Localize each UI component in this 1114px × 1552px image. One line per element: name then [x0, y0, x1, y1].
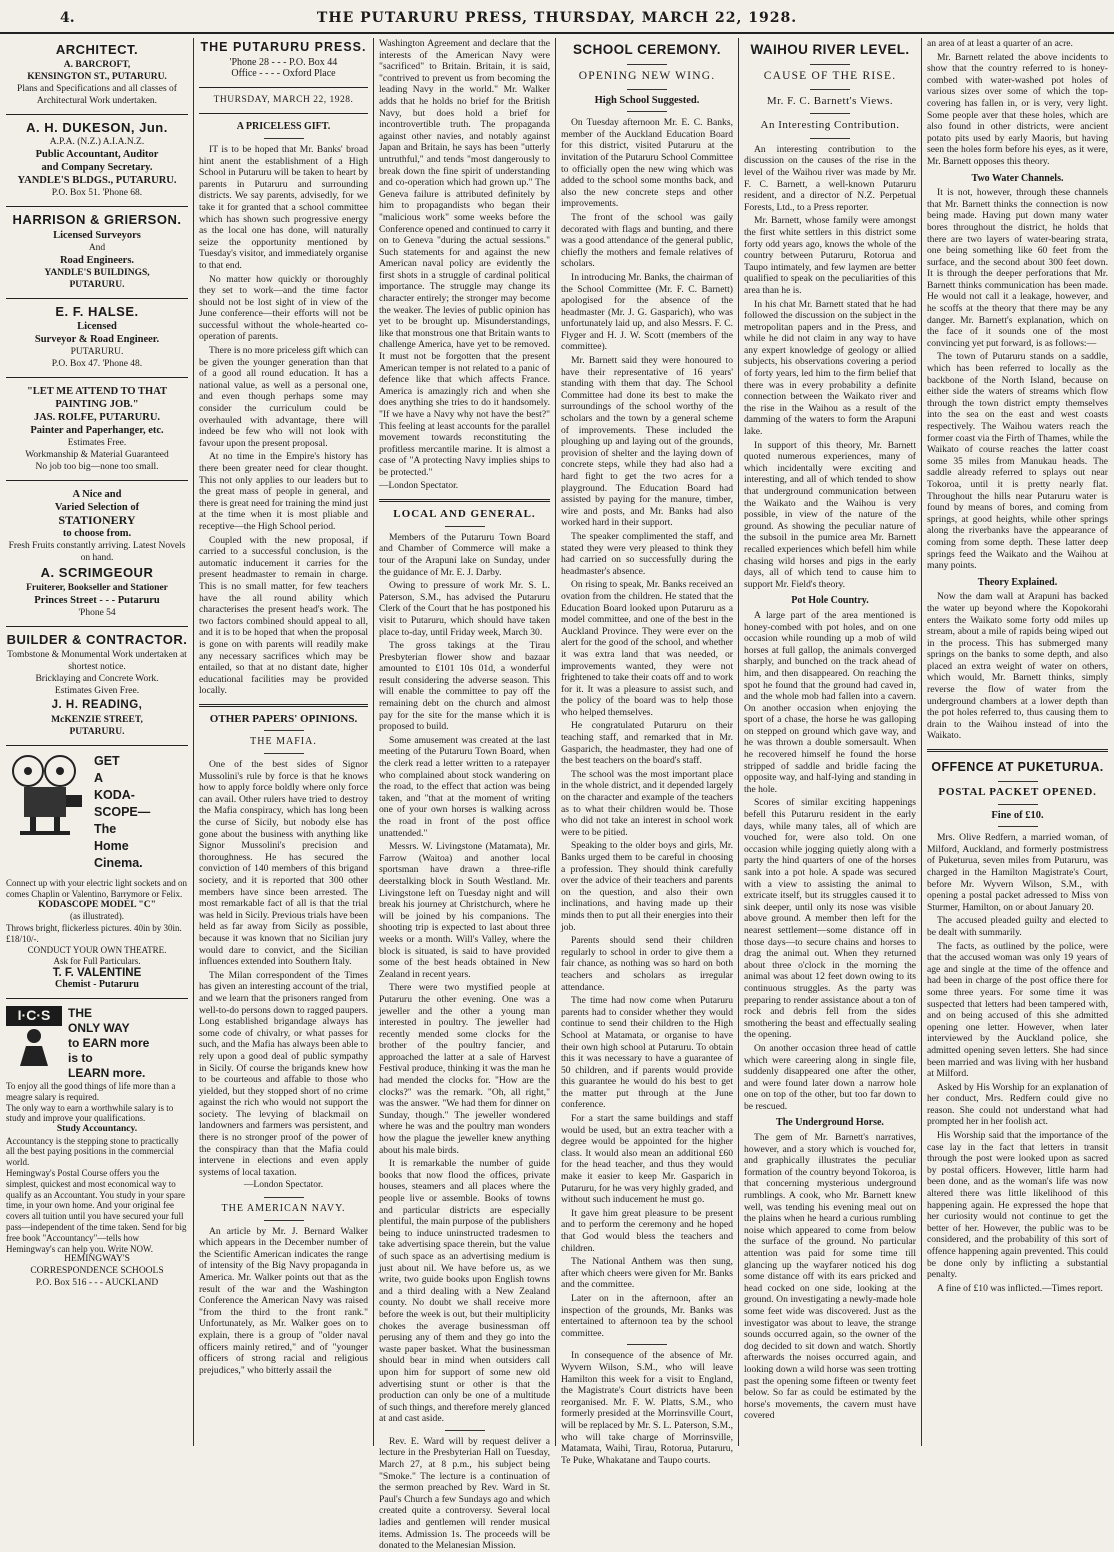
article-headline: OFFENCE AT PUKETURUA. [931, 760, 1104, 775]
dukeson-ad: A. H. DUKESON, Jun. A.P.A. (N.Z.) A.I.A.N.Z. Public Accountant, Auditor and Company Secretary. YANDLE'S BLDGS., PUTARURU. P.O. Box 51. 'Phone 68. [17, 119, 177, 199]
column-school-ceremony: SCHOOL CEREMONY. OPENING NEW WING. High School Suggested. On Tuesday afternoon Mr. E. C. Banks, member of the Auckland Education Board for this district, visited Putaruru at the invitation of the Putaruru School Committee to officially open the new wing which was added to the school some months back, and also the new concrete steps and other improvements. The front of the school was gaily decorated with flags and bunting, and there was a good attendance of the general public, chiefly the mothers and female relatives of scholars. In introducing Mr. Banks, the chairman of the School Committee (Mr. F. C. Barnett) apologised for the absence of the headmaster (Mr. J. G. Gasparich), who was unfortunately laid up, and also Messrs. F. C. Flyger and H. J. W. Scott (members of the committee). Mr. Barnett said they were honoured to have their representative of 16 years' standing with them that day. The School Committee had done its best to make the surroundings of the school worthy of the scholars and the town by a general scheme of improvements. These included the ploughing up and laying out of the grounds, provision of shelter and the laying down of concrete steps, while they had also had a hard fight to get the two acres for a playground. The Education Board had assisted by paying for the manure, timber, wire and posts, and Mr. Banks had also worked hard in their support. The speaker complimented the staff, and stated they were very pleased to think they had carried on so successfully during the headmaster's absence. On rising to speak, Mr. Banks received an ovation from the children. He stated that the Education Board looked upon Putaruru as a model committee, and one of the best in the Auckland Province. They were ever on the alert for the good of the school, and whether it was extra land that was needed, or improvements wanted, they were not frightened to take their coats off and to work for it. It was a pleasure to assist such, and the policy of the board was to help those who helped themselves. He congratulated Putaruru on their teaching staff, and remarked that in Mr. Gasparich, the headmaster, they had one of the best teachers on the board's staff. The school was the most important place in the whole district, and it depended largely on the character and example of the teachers as to what their children would be. Those who did not take an interest in school work were to be pitied. Speaking to the older boys and girls, Mr. Banks urged them to be careful in choosing a profession. They should think carefully over the advice of their teachers and parents on the question, and also their own inclinations, and having made up their minds then to put all their energies into their job. Parents should send their children regularly to school in order to give them a fair chance, as nothing was so hard on both teachers and scholars as irregular attendance. The time had now come when Putaruru parents had to consider whether they would continue to send their children to the High School at Matamata, or organise to have their own high school at Putaruru. To obtain this it was necessary to have a guarantee of 50 children, and if parents would provide this guarantee he would do his best to get the matter put through at the June conference. For a start the same buildings and staff would be used, but an extra teacher with a degree would be appointed for the higher class. It would also mean an additional £60 for the head teacher, and thus they would make it easier to keep Mr. Gasparich in Putaruru, for he was very highly graded, and without such inducement he must go. It gave him great pleasure to be present and to perform the ceremony and he hoped that God would bless the teachers and children. The National Anthem was then sung, after which cheers were given for Mr. Banks and the committee. Later on in the afternoon, after an inspection of the grounds, Mr. Banks was entertained to afternoon tea by the school committee. In consequence of the absence of Mr. Wyvern Wilson, S.M., who will leave Hamilton this week for a visit to England, the Magistrate's Court districts have been reorganised. Mr. F. W. Platts, S.M., who formerly presided at the Morrinsville Court, will be replaced by Mr. S. L. Paterson, S.M., who will take charge of Morrinsville, Matamata, Waihi, Tirau, Rotorua, Putaruru, Te Puke, Whakatane and Taupo courts. [561, 42, 733, 1466]
column-advertisements [6, 38, 188, 1448]
ad-heading: ARCHITECT. [55, 42, 139, 57]
newspaper-title: THE PUTARURU PRESS, THURSDAY, MARCH 22, 1928. [316, 10, 798, 26]
article-headline: WAIHOU RIVER LEVEL. [750, 42, 910, 57]
rolfe-ad: "LET ME ATTEND TO THAT PAINTING JOB." JAS. ROLFE, PUTARURU. Painter and Paperhanger, etc. Estimates Free. Workmanship & Material Guaranteed No job too big—none too small. [25, 386, 169, 473]
column-rule [193, 38, 194, 1446]
ics-logo: I·C·S [6, 1006, 62, 1070]
architect-ad: ARCHITECT. A. BARCROFT, KENSINGTON ST., PUTARURU. Plans and Specifications and all classes of Architectural Work undertaken. [6, 44, 188, 107]
paper-title: THE PUTARURU PRESS. [200, 40, 367, 54]
column-offence: an area of at least a quarter of an acre. Mr. Barnett related the above incidents to show that the country referred to is honey-combed with water-washed pot holes of various sizes over some of which the top-covering has fallen in, or is very, very light. Some people aver that these holes, which are also found in other districts, were ancient potato pits used by early Maoris, but having seen the holes form before his eyes, as it were, Mr. Barnett opposes this theory. Two Water Channels. It is not, however, through these channels that Mr. Barnett thinks the connection is now being made. Having put down many water bores throughout the district, he holds that there are two layers of water-bearing strata, one being something like 60 feet from the surface, and the second about 300 feet down. It is through the deeper perforations that Mr. Barnett thinks communication has been made. He would not call it a leakage, however, and he scoffs at the theory that there may be any danger. Mr. Barnett's explanation, which on the face of it sounds one of the most convincing yet put forward, is as follows:— The town of Putaruru stands on a saddle, which has been referred to locally as the backbone of the North Island, because on either side the waters of streams which flow through the town district empty themselves into the sea on the east and west coasts respectively. The Waihou waters reach the former coast via the Firth of Thames, while the Waikato of course reaches the latter coast some 35 miles from Manukau heads. The saddle already referred to splays out near Tokoroa, until it is pretty nearly flat. Throughout the hills near Putaruru water is found by means of bores, and coming from springs, at good heights, while other springs along the riverbanks have the appearance of coming from some depth. These latter deep springs feed the Waikato and the Waihou at many points. Theory Explained. Now the dam wall at Arapuni has backed the water up beyond where the Kopokorahi enters the Waikato some forty odd miles up stream, about a mile of rapids being wiped out in the process. This has submerged many springs on the banks to some depth, and also placed an extra weight of water on others, which would, Mr. Barnett thinks, simply reverse the flow of water from the underground chambers at a lower depth than the pot holes referred to, thus causing them to drain to the Waihou instead of into the Waikato. OFFENCE AT PUKETURUA. POSTAL PACKET OPENED. Fine of £10. Mrs. Olive Redfern, a married woman, of Milford, Auckland, and formerly postmistress of Puketurua, seven miles from Putaruru, was charged in the Hamilton Magistrate's Court, before Mr. Wyvern Wilson, S.M., with opening a postal packet adressed to Miss von Sturmer, Hamilton, on or about January 20. The accused pleaded guilty and elected to be dealt with summarily. The facts, as outlined by the police, were that the accused woman was only 19 years of age and single at the time of the offence and had been in charge of the post office there for some three years. For some time it was suspected that letters had been tampered with, and on being accused of this she admitted opening one letter. However, when later interviewed by the Auckland police, she admitted opening seven letters. She had since been married and was living with her husband at Milford. Asked by His Worship for an explanation of her conduct, Mrs. Redfern could give no reason. She could not understand what had prompted her in her foolish act. His Worship said that the importance of the case lay in the fact that letters in transit through the post were looked upon as sacred by postal officers. However, little harm had been done, and as the woman's life was now altered there was little likelihood of this happening again. He expressed the hope that her curiosity would not continue to get the better of her. However, the public was to be considered, and the probability of this sort of offence happening again prevented. This could be done only by inflicting a substantial penalty. A fine of £10 was inflicted.—Times report. [927, 38, 1108, 1294]
column-local-general: Washington Agreement and declare that the interests of the American Navy were "sacrificed" to Britain. Britain, it is said, "contrived to prevent us from becoming the leading Navy in the world." Mr. Walker adds that he holds no brief for the British Navy, but does hold a brief for incontrovertible truth. The propaganda against other navies, and notably against Japan and Britain, he says has been "utterly untruthful," and tends "most dangerously to break down the fine spirit of understanding and co-operation which had grown up." The Geneva failure is attributed definitely by him to propagandists who began their "malicious work" some weeks before the Conference opened and continued to carry it on to Geneva "during the actual sessions." Such statements for and against the new American naval policy are evidently the first shots in a struggle of cardinal political importance. The struggle may change its character entirely; the stronger may become the weaker. The levies of public opinion has yet to be brought up. Misunderstandings, like that monstrous one that Britain wants to challenge America, have yet to be removed. It must not be forgotten that the present American temper is not related to a panic of defence like that which affects France. America is amazingly rich and when she does anything she tries to do it handsomely. "If we have a Navy why not have the best?" This feeling at least accounts for the parallel movement towards reconstituting the profitless mercantile marine. It is almost a case of "A protecting Navy implies ships to be protected." —London Spectator. LOCAL AND GENERAL. Members of the Putaruru Town Board and Chamber of Commerce will make a tour of the Arapuni lake on Sunday, under the guidance of Mr. E. J. Darby. Owing to pressure of work Mr. S. L. Paterson, S.M., has advised the Putaruru Clerk of the Court that he has postponed his visit to Putaruru, which should have taken place to-day, until Friday week, March 30. The gross takings at the Tirau Presbyterian flower show and bazaar amounted to £101 10s 01d, a wonderful result considering the adverse season. This will enable the committee to pay off the remaining debt on the church and almost pay for the site for the manse which it is proposed to build. Some amusement was created at the last meeting of the Putaruru Town Board, when the clerk read a letter written to a ratepayer who complained about stock wandering on the road, to the effect that action was being taken, and "that at the moment of writing one of your own horses is walking across the road in front of the post office unattended." Messrs. W. Livingstone (Matamata), Mr. Farrow (Waitoa) and another local sportsman have drawn a three-rifle deerstalking block in South Westland. Mr. Livingstone left on Tuesday night and will break his journey at Christchurch, where he will be joined by his companions. The shooting trip is expected to last about three weeks or a month. Will's Valley, where the block is situated, is said to have provided some of the best heads obtained in New Zealand in recent years. There were two mystified people at Putaruru the other evening. One was a jeweller and the other a young man interested in poultry. The jeweller had recently mended some clocks for the brother of the poultry fancier, and approached the latter at a sale of Harvest Festival produce, thinking it was the man he had mended the clocks for. "How are the clocks?" was the remark. "Oh, all right," was the answer. "We had them for dinner on Sunday, though." The jeweller wondered where he was and the poultry man wonders how the plague the jeweller knew anything about his male birds. It is remarkable the number of guide books that now flood the offices, private houses, steamers and all places where the people live or assemble. Books of towns and particular districts are especially plentiful, the main purpose of the publishers being to induce uninstructed tradesmen to take advertising space therein, but the value of such space as an advertising medium is just about nil. We have before us, as we write, two guide books upon English towns and a third dealing with a New Zealand county. No doubt we shall receive more before the week is out, but their multiplicity chokes the average businessman off perusing any of them and they go into the waste paper basket. What the businessman should bear in mind when outsiders call upon him for support of some new old advertising stunt or other is that the production can only be one of a multitude of such things, and therefore merely glanced at and cast aside. Rev. E. Ward will by request deliver a lecture in the Presbyterian Hall on Tuesday, March 27, at 8 p.m., his subject being "Smoke." The lecture is a continuation of the sermon preached by Rev. Ward in St. Paul's Church a few Sundays ago and which created quite a controversy. Several local ladies and gentlemen will render musical items. Admission 1s. The proceeds will be donated to the Melanesian Mission. [379, 38, 550, 1552]
builder-ad: BUILDER & CONTRACTOR. Tombstone & Monumental Work undertaken at shortest notice. Bricklaying and Concrete Work. Estimates Given Free. J. H. READING, McKENZIE STREET, PUTARURU. [6, 631, 188, 738]
column-editorial: THE PUTARURU PRESS. 'Phone 28 - - - P.O. Box 44 Office - - - - Oxford Place THURSDAY, MARCH 22, 1928. A PRICELESS GIFT. IT is to be hoped that Mr. Banks' broad hint anent the establishment of a High School in Putaruru will be taken to heart by parents in Putaruru and surrounding districts. We say parents, advisedly, for we take it for granted that a school committee which has shown such progressive energy as the local one has done, will naturally seize the opportunity mentioned by Tuesday's visitor, and immediately organise to that end. No matter how quickly or thoroughly they set to work—and the time factor should not be lost sight of in view of the June conference—their efforts will not be successful without the whole-hearted co-operation of parents. There is no more priceless gift which can be given the younger generation than that of a good all round education. It has a national value, as well as a personal one, and even though perhaps some may consider the curriculum could be overhauled with advantage, there will indeed be few who will not look with favour upon the present proposal. At no time in the Empire's history has there been greater need for clear thought. This not only applies to our leaders but to the great mass of people in general, and there is great need for training the mind just at the time when it is most pliable and receptive—the High School period. Coupled with the new proposal, if carried to a successful conclusion, is the automatic inducement it carries for the present headmaster to remain in charge. This is no small matter, for few teachers have the all round ability which characterises the present head's work. The two factors combined should appeal to all, and it is to be hoped that when the proposal is gone on with parents will readily make any necessary sacrifices which may be entailed, so that at no distant date, higher educational facilities may be provided locally. OTHER PAPERS' OPINIONS. THE MAFIA. One of the best sides of Signor Mussolini's rule by force is that he knows how to apply force boldly where only force can avail. Other rulers have tried to destroy the Mafia conspiracy, which has long been the curse of Sicily, but nobody else has gone about the business with anything like Signor Mussolini's precision and thoroughness. He has secured the conviction of 140 members of this brigand society, and it is reported that 300 other members have since been arrested. The most remarkable fact of all is that the trial was held in Sicily. Previous trials have been held as far away from Sicily as possible, because it was known that no Sicilian jury would dare to convict, and the Sicilian influences extended into Southern Italy. The Milan correspondent of the Times has given an interesting account of the trial, and we learn that the prisoners ranged from well-to-do persons down to ragged paupers. Long established brigandage always has some code of chivalry, or what passes for such, and the Mafia has always been able to rely upon a good deal of public sympathy in Sicily. Of course the brigands knew how to be courteous and affable to those who yielded, but they stopped short of no crime against the rich who would not support the society. The levying of blackmail on landowners and farmers was persistent, and there is no stronger proof of the power of the conspiracy than that the Mafia could intervene in elections and even apply systems of local taxation. —London Spectator. THE AMERICAN NAVY. An article by Mr. J. Bernard Walker which appears in the December number of the Scientific American indicates the range of intensity of the Big Navy propaganda in America. Mr. Walker points out that as the result of the war and the Washington Conference the American Navy was raised "from the third to the front rank." Unfortunately, as Mr. Walker goes on to explain, there is a group of "older naval officers mainly retired," and of "younger officers of strong racial and religious prejudices," who bitterly assail the [199, 40, 368, 1376]
column-waihou-river: WAIHOU RIVER LEVEL. CAUSE OF THE RISE. Mr. F. C. Barnett's Views. An Interesting Contribution. An interesting contribution to the discussion on the causes of the rise in the level of the Waihou river was made by Mr. F. C. Barnett, a well-known Putaruru resident, and a director of N.Z. Perpetual Forests, Ltd., to a Press reporter. Mr. Barnett, whose family were amongst the first white settlers in this district some forty odd years ago, knows the whole of the country between Putaruru, Rotorua and Taupo intimately, and few laymen are better qualified to speak on the peculiarities of this area than he is. In his chat Mr. Barnett stated that he had followed the discussion on the subject in the metropolitan papers and in the Press, and while he did not claim in any way to have any expert knowledge of geology or allied subjects, his observations covering a period of forty years, led him to the firm belief that there was in every probability a definite connection between the Waikato river and the rise in the Waihou as a result of the damming of the waters to form the Arapuni lake. In support of this theory, Mr. Barnett quoted numerous experiences, many of which incidentally were exciting and interesting, and all of which tended to show that underground communication between the Waikato and the Waihou is very possible, in view of the nature of the ground. As showing the peculiar nature of the subsoil in the pumice area Mr. Barnett recalled experiences which befell him while chasing wild horses and pigs in the early days, all of which tend to cause him to support Mr. Field's theory. Pot Hole Country. A large part of the area mentioned is honey-combed with pot holes, and on one occasion while rounding up a mob of wild horses at full gallop, the animals converged sharply, and bunched on the track ahead of him, and then disappeared. On reaching the spot he found that the ground had caved in, and the whole mob had fallen into a cavern. On another occasion when enjoying the sport of a chase, the horse he was galloping on stepped on ground which gave way, and he was thrown a double somersault. When he recovered himself he found the horse stripped of saddle and bridle facing the opposite way, and half-lying and standing in the hole. Scores of similar exciting happenings befell this Putaruru resident in the early days, while many tales, all of which are vouched for, were also told. On one occasion while jogging quietly along with a party the hind quarters of one of the horses sank into a pot hole. A spade was secured with a view to assisting the animal to extricate itself, but its struggles caused it to sink deeper, until only its nose was visible above ground. A member then left for the nearest settlement—some distance off in those days—to secure chains and horses to drag the animal out. When they returned about three o'clock in the morning the animal was about 12 feet down owing to its continuous struggles. As the party was preparing to render assistance about a ton of rock and debris fell from the sides smothering the beast and effectually sealing the opening. On another occasion three head of cattle which were careering along in single file, suddenly disappeared one after the other, and were found later down a narrow hole one on top of the other, but too far down to be rescued. The Underground Horse. The gem of Mr. Barnett's narratives, however, and a story which is vouched for, and graphically illustrates the peculiar formation of the country beyond Tokoroa, is that concerning mysterious underground rumblings. A cook, who Mr. Barnett knew well, was tending his evening meal out on the plains when he heard a curious rumbling noise which appeared to come from below the surface of the ground. No particular attention was paid for some time till glancing up the wayfarer noticed his dog some distance off with its ears pricked and head cocked on one side, looking at the ground. On investigating a newly-made hole some feet wide was discovered. Just as the investigator was about to leave, the strange sounds occurred again, so the owner of the dog decided to sit down and watch. Shortly afterwards the noises occurred again, and looking down a wild horse was seen trotting past the opening some fifteen or twenty feet below. So far as could be estimated by the horse's movements, the cavern must have covered [744, 42, 916, 1422]
column-rule [373, 38, 374, 1446]
kodascope-ad: GET A KODA- SCOPE— The Home Cinema. Connect up with your electric light sockets and on comes Chaplin or Valentino, Barrymore or Felix. KODASCOPE MODEL "C" (as illustrated). Throws bright, flickerless pictures. 40in by 30in. £18/10/-. CONDUCT YOUR OWN THEATRE. Ask for Full Particulars. T. F. VALENTINE Chemist - Putaruru [6, 754, 187, 991]
page-number: 4. [60, 10, 75, 26]
article-headline: SCHOOL CEREMONY. [573, 42, 721, 57]
projector-icon [6, 753, 88, 837]
local-general-heading: LOCAL AND GENERAL. [393, 508, 536, 521]
column-rule [738, 38, 739, 1446]
stationery-ad: A Nice and Varied Selection of STATIONERY to choose from. Fresh Fruits constantly arriving. Latest Novels on hand. A. SCRIMGEOUR Fruiterer, Bookseller and Stationer Princes Street - - - Putaruru 'Phone 54 [8, 489, 186, 618]
section-heading: OTHER PAPERS' OPINIONS. [209, 712, 358, 725]
editorial-heading: A PRICELESS GIFT. [236, 121, 331, 133]
column-rule [921, 38, 922, 1446]
dateline: THURSDAY, MARCH 22, 1928. [213, 94, 354, 105]
column-rule [555, 38, 556, 1446]
masthead [0, 0, 1114, 34]
correspondence-school-ad: I·C·S THE ONLY WAY to EARN more is to LEARN more. To enjoy all the good things of life more than a meagre salary is required. The only way to earn a worthwhile salary is to study and improve your qualifications. Study Accountancy. Accountancy is the stepping stone to practically all the best paying positions in the commercial world. Hemingway's Postal Course offers you the simplest, quickest and most economical way to qualify as an Accountant. You study in your spare time, in your own home. And your original fee covers all tuition until you have secured your full pass—independent of the time taken. Send for big free book "Accountancy"—tells how Hemingway's can help you. Write NOW. HEMINGWAY'S CORRESPONDENCE SCHOOLS P.O. Box 516 - - - AUCKLAND [6, 1005, 187, 1288]
halse-ad: E. F. HALSE. Licensed Surveyor & Road Engineer. PUTARURU. P.O. Box 47. 'Phone 48. [34, 303, 160, 370]
harrison-grierson-ad: HARRISON & GRIERSON. Licensed Surveyors And Road Engineers. YANDLE'S BUILDINGS, PUTARURU. [12, 212, 182, 290]
graduate-figure-icon [6, 1026, 62, 1066]
